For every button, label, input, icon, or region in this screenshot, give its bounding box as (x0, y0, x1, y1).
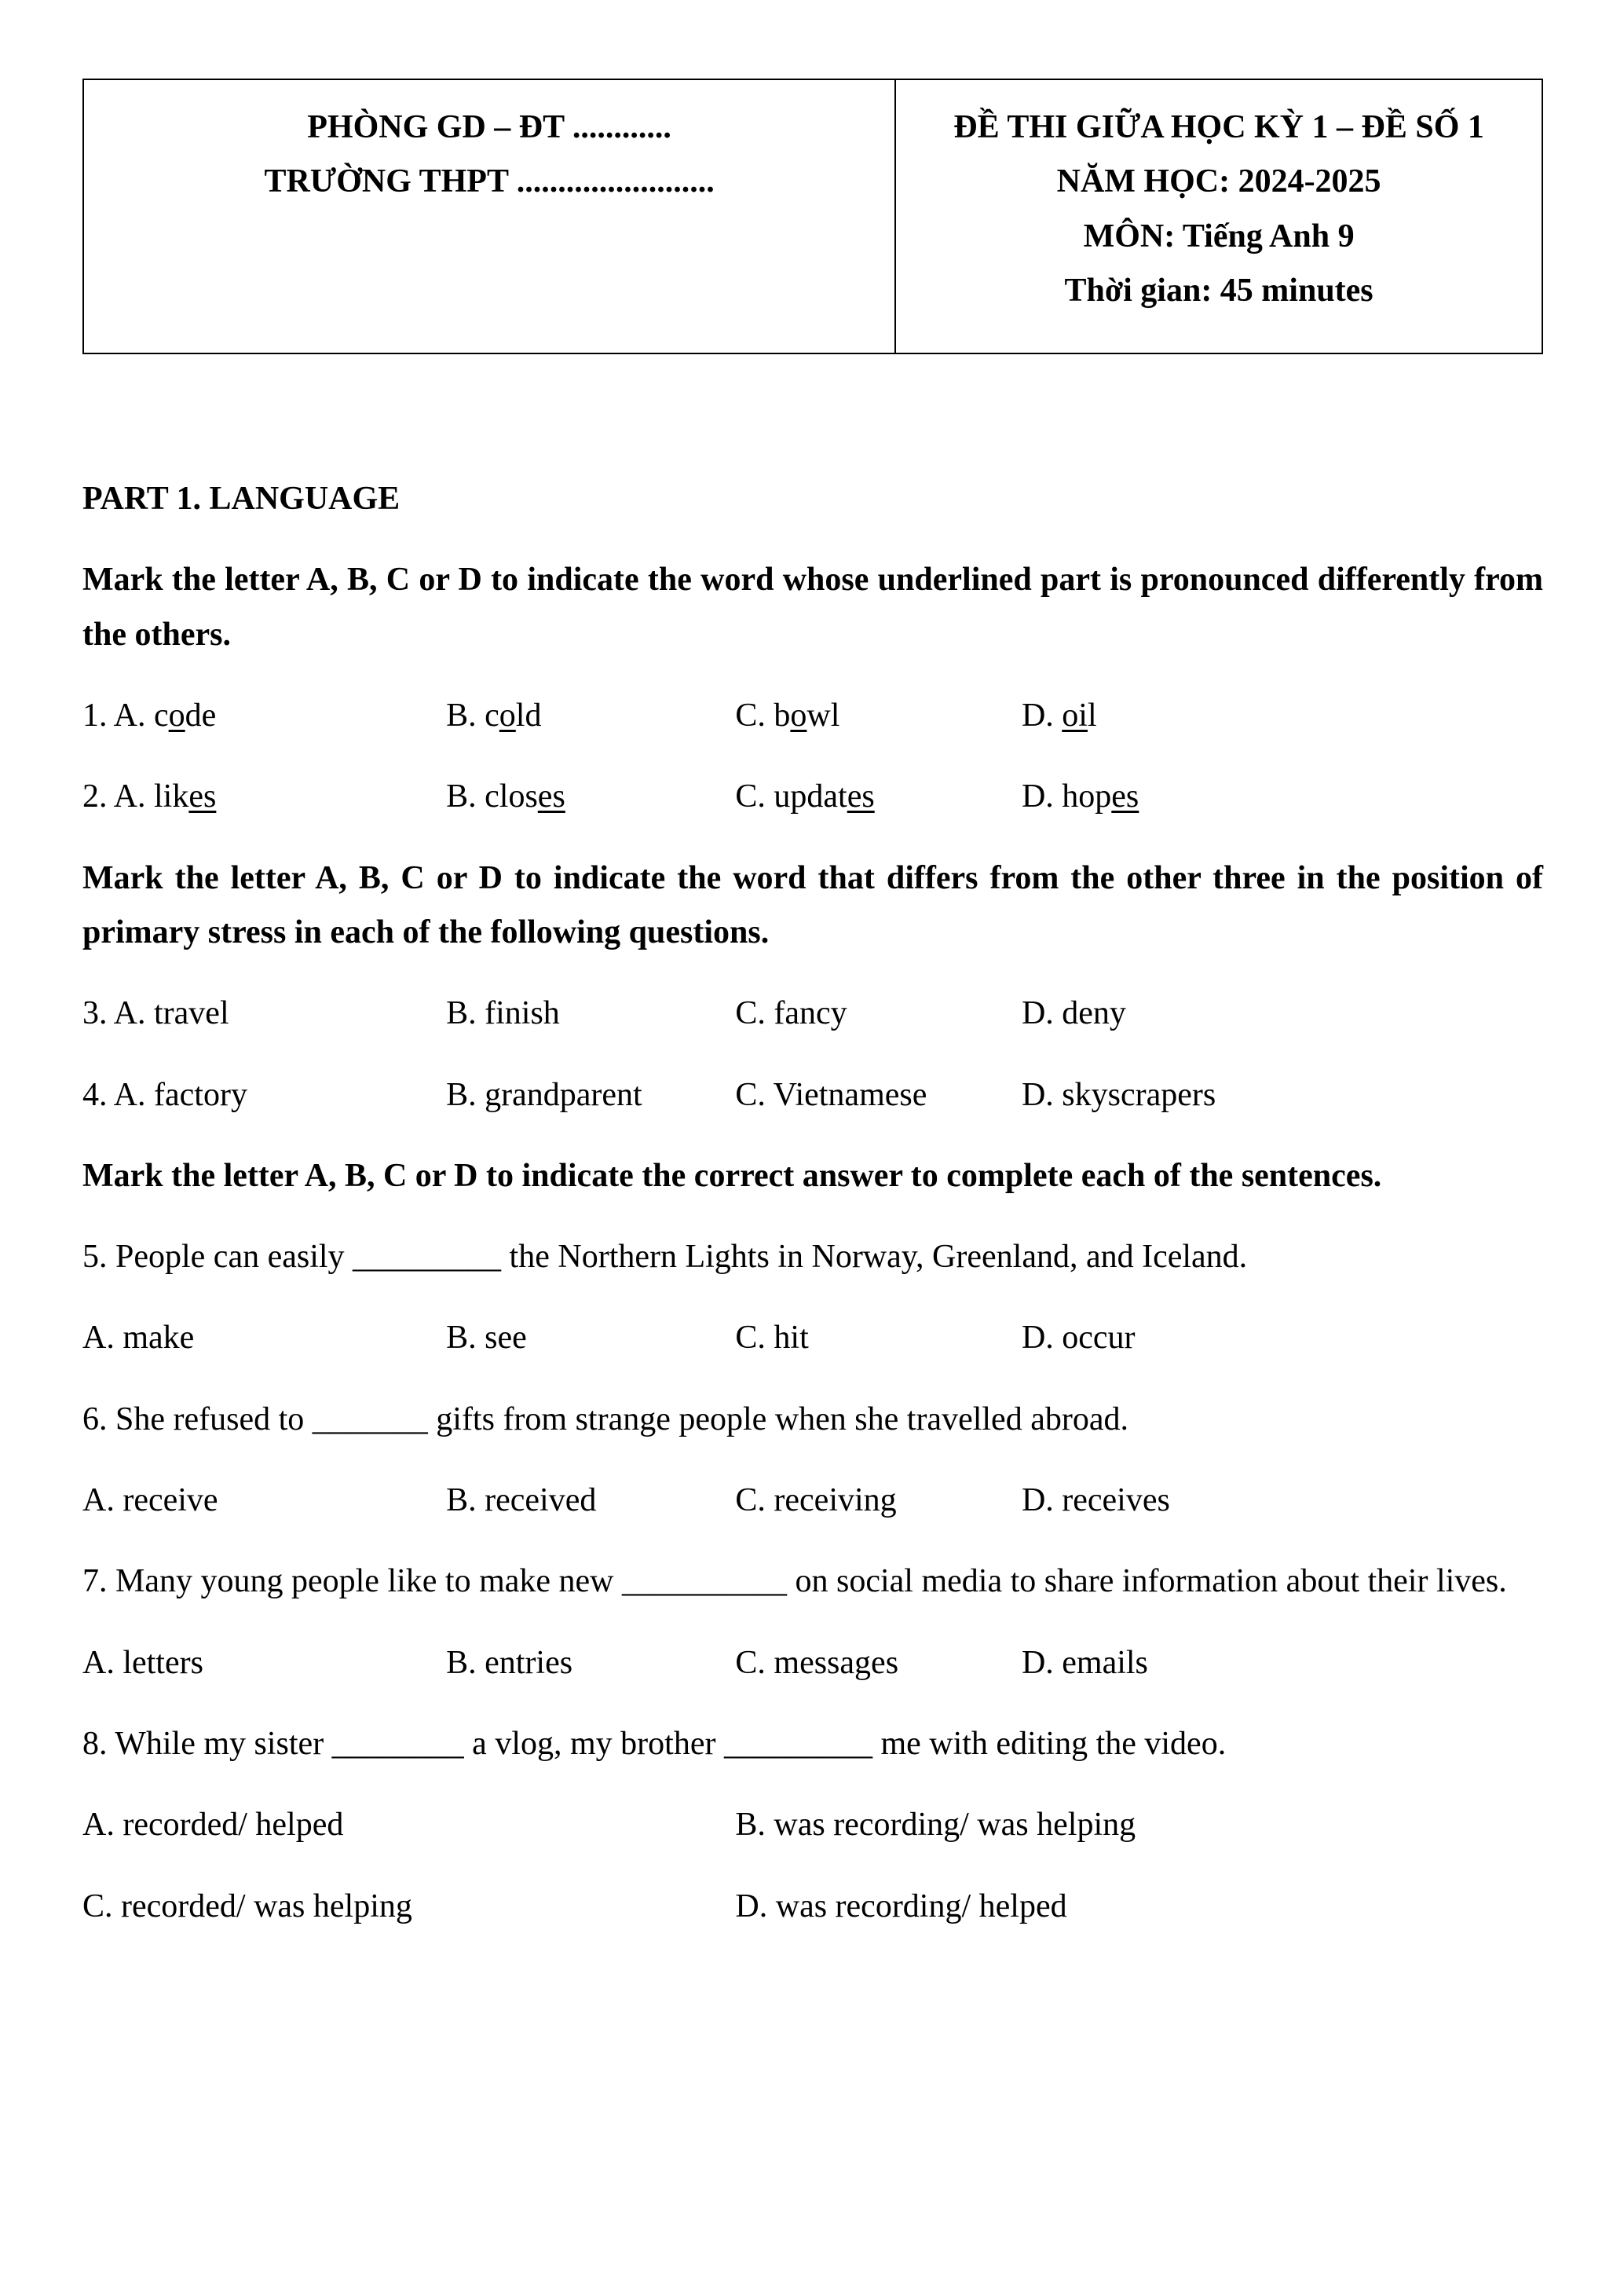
subject-line: MÔN: Tiếng Anh 9 (1083, 218, 1355, 255)
duration-line: Thời gian: 45 minutes (1064, 272, 1373, 309)
question-7-stem: 7. Many young people like to make new __________ on social media to share information about their lives. (82, 1563, 1507, 1600)
header-table (82, 79, 1543, 354)
q8-option-a: A. recorded/ helped (82, 1807, 344, 1844)
q3-option-b: B. finish (446, 995, 560, 1032)
school-year: NĂM HỌC: 2024-2025 (1056, 163, 1381, 200)
q2-option-a (82, 770, 446, 824)
question-1-options (82, 689, 1543, 743)
q4-option-b: B. grandparent (446, 1076, 642, 1113)
q8-option-c: C. recorded/ was helping (82, 1888, 412, 1924)
question-8-options-row-1 (82, 1798, 1543, 1852)
question-8-stem: 8. While my sister ________ a vlog, my brother _________ me with editing the video. (82, 1725, 1227, 1762)
q7-option-b: B. entries (446, 1644, 573, 1681)
q2-option-c (735, 770, 1022, 824)
q4-option-a: 4. A. factory (82, 1076, 247, 1113)
instruction-complete: Mark the letter A, B, C or D to indicate the correct answer to complete each of the sentences. (82, 1157, 1382, 1194)
q2-d-pre: D. hop (1021, 778, 1112, 815)
header-school-cell (83, 79, 895, 353)
q1-d-underlined: oi (1062, 698, 1088, 734)
instruction-pronunciation: Mark the letter A, B, C or D to indicate the word whose underlined part is pronounced differently from the others. (82, 562, 1543, 653)
q3-option-c: C. fancy (735, 995, 847, 1032)
school-line: TRƯỜNG THPT ........................ (264, 163, 715, 200)
q3-option-a: 3. A. travel (82, 995, 229, 1032)
q2-option-b (446, 770, 735, 824)
q7-option-a: A. letters (82, 1644, 203, 1681)
q1-d-post: l (1087, 698, 1097, 734)
question-2-options (82, 770, 1543, 824)
q1-c-pre: C. b (735, 698, 791, 734)
q7-option-c: C. messages (735, 1644, 899, 1681)
q3-option-d: D. deny (1021, 995, 1126, 1032)
q6-option-c: C. receiving (735, 1482, 897, 1519)
q1-option-c (735, 689, 1022, 743)
q2-b-underlined: es (537, 778, 565, 815)
q2-b-pre: B. clos (446, 778, 538, 815)
question-7-options (82, 1636, 1543, 1690)
department-line: PHÒNG GD – ĐT ............ (307, 109, 671, 145)
q8-option-b: B. was recording/ was helping (735, 1807, 1136, 1844)
q1-a-pre: 1. A. c (82, 698, 169, 734)
q1-option-d (1022, 689, 1543, 743)
q1-a-underlined: o (168, 698, 185, 734)
q1-c-post: wl (807, 698, 840, 734)
instruction-stress: Mark the letter A, B, C or D to indicate the word that differs from the other three in the position of primary stress in each of the following questions. (82, 859, 1543, 950)
q8-option-d: D. was recording/ helped (735, 1888, 1067, 1924)
question-5-stem: 5. People can easily _________ the Northern Lights in Norway, Greenland, and Iceland. (82, 1239, 1248, 1276)
q5-option-a: A. make (82, 1320, 195, 1357)
q1-option-b (446, 689, 735, 743)
header-exam-cell (895, 79, 1542, 353)
q1-d-pre: D. (1021, 698, 1063, 734)
q1-b-post: ld (515, 698, 542, 734)
q5-option-c: C. hit (735, 1320, 809, 1357)
question-6-options (82, 1474, 1543, 1528)
q2-c-pre: C. updat (735, 778, 847, 815)
q2-c-underlined: es (847, 778, 875, 815)
q2-d-underlined: es (1111, 778, 1139, 815)
q4-option-c: C. Vietnamese (735, 1076, 927, 1113)
question-3-options (82, 987, 1543, 1041)
question-6-stem: 6. She refused to _______ gifts from strange people when she travelled abroad. (82, 1401, 1128, 1437)
part-title: PART 1. LANGUAGE (82, 481, 401, 518)
q5-option-b: B. see (446, 1320, 527, 1357)
q6-option-b: B. received (446, 1482, 597, 1519)
q1-option-a (82, 689, 446, 743)
question-8-options-row-2 (82, 1880, 1543, 1934)
q6-option-d: D. receives (1021, 1482, 1170, 1519)
q1-c-underlined: o (790, 698, 807, 734)
q4-option-d: D. skyscrapers (1021, 1076, 1216, 1113)
q1-a-post: de (185, 698, 217, 734)
q5-option-d: D. occur (1021, 1320, 1136, 1357)
q2-option-d (1022, 770, 1543, 824)
q2-a-underlined: es (188, 778, 217, 815)
q2-a-pre: 2. A. lik (82, 778, 189, 815)
q1-b-pre: B. c (446, 698, 499, 734)
q7-option-d: D. emails (1021, 1644, 1148, 1681)
question-4-options (82, 1068, 1543, 1122)
q6-option-a: A. receive (82, 1482, 218, 1519)
exam-title: ĐỀ THI GIỮA HỌC KỲ 1 – ĐỀ SỐ 1 (953, 109, 1484, 145)
question-5-options (82, 1311, 1543, 1365)
q1-b-underlined: o (499, 698, 516, 734)
